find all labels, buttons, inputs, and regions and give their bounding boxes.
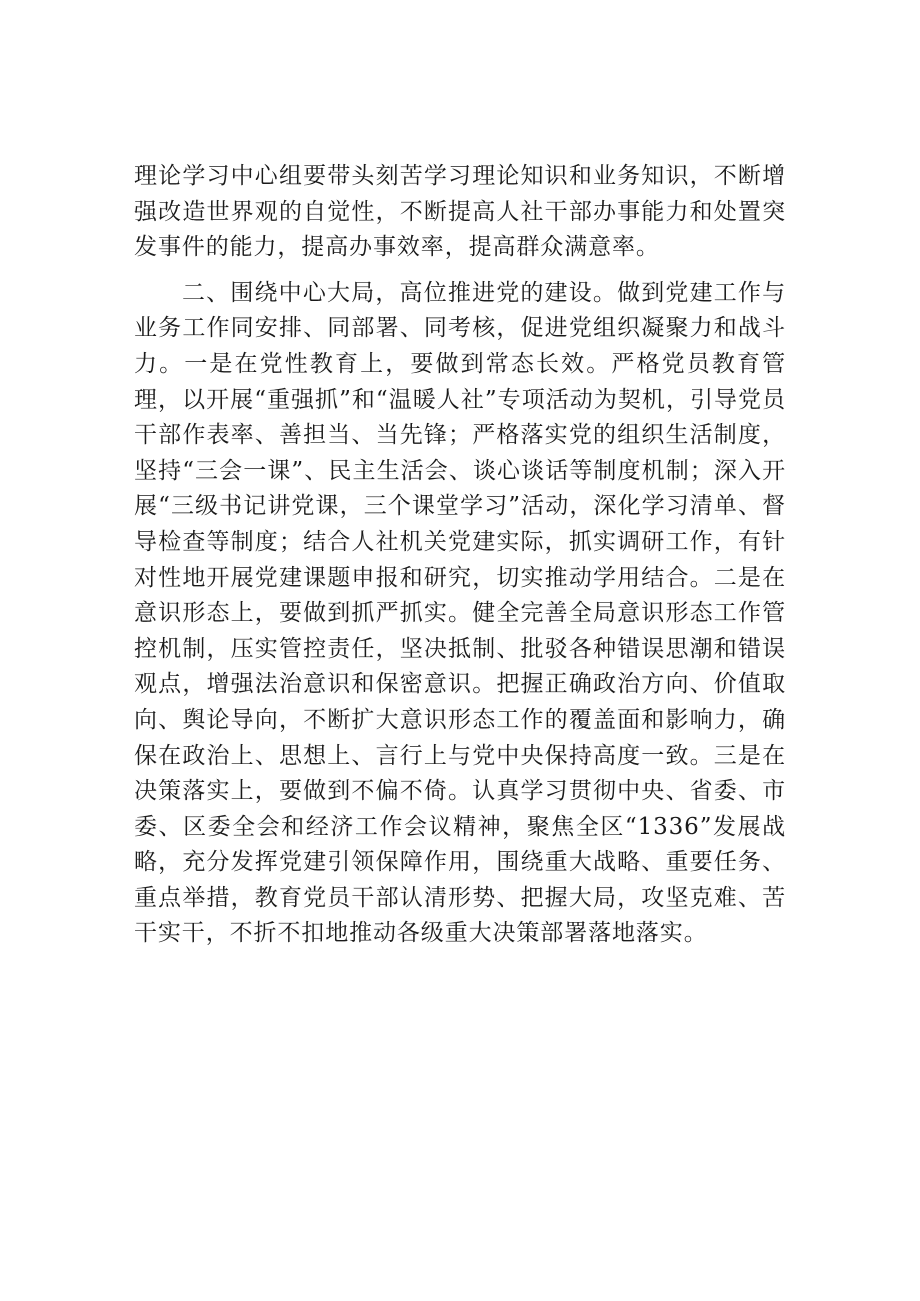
paragraph-section-two: 二、围绕中心大局，高位推进党的建设。做到党建工作与业务工作同安排、同部署、同考核，促进党组织凝聚力和战斗力。一是在党性教育上，要做到常态长效。严格党员教育管理，以开展“重强抓”和“温暖人社”专项活动为契机，引导党员干部作表率、善担当、当先锋；严格落实党的组织生活制度，坚持“三会一课”、民主生活会、谈心谈话等制度机制；深入开展“三级书记讲党课，三个课堂学习”活动，深化学习清单、督导检查等制度；结合人社机关党建实际，抓实调研工作，有针对性地开展党建课题申报和研究，切实推动学用结合。二是在意识形态上，要做到抓严抓实。健全完善全局意识形态工作管控机制，压实管控责任，坚决抵制、批驳各种错误思潮和错误观点，增强法治意识和保密意识。把握正确政治方向、价值取向、舆论导向，不断扩大意识形态工作的覆盖面和影响力，确保在政治上、思想上、言行上与党中央保持高度一致。三是在决策落实上，要做到不偏不倚。认真学习贯彻中央、省委、市委、区委全会和经济工作会议精神，聚焦全区“1336”发展战略，充分发挥党建引领保障作用，围绕重大战略、重要任务、重点举措，教育党员干部认清形势、把握大局，攻坚克难、苦干实干，不折不扣地推动各级重大决策部署落地落实。 <box>134 279 786 947</box>
paragraph-continuation: 理论学习中心组要带头刻苦学习理论知识和业务知识，不断增强改造世界观的自觉性，不断提高人社干部办事能力和处置突发事件的能力，提高办事效率，提高群众满意率。 <box>134 163 786 261</box>
document-body <box>134 159 786 952</box>
